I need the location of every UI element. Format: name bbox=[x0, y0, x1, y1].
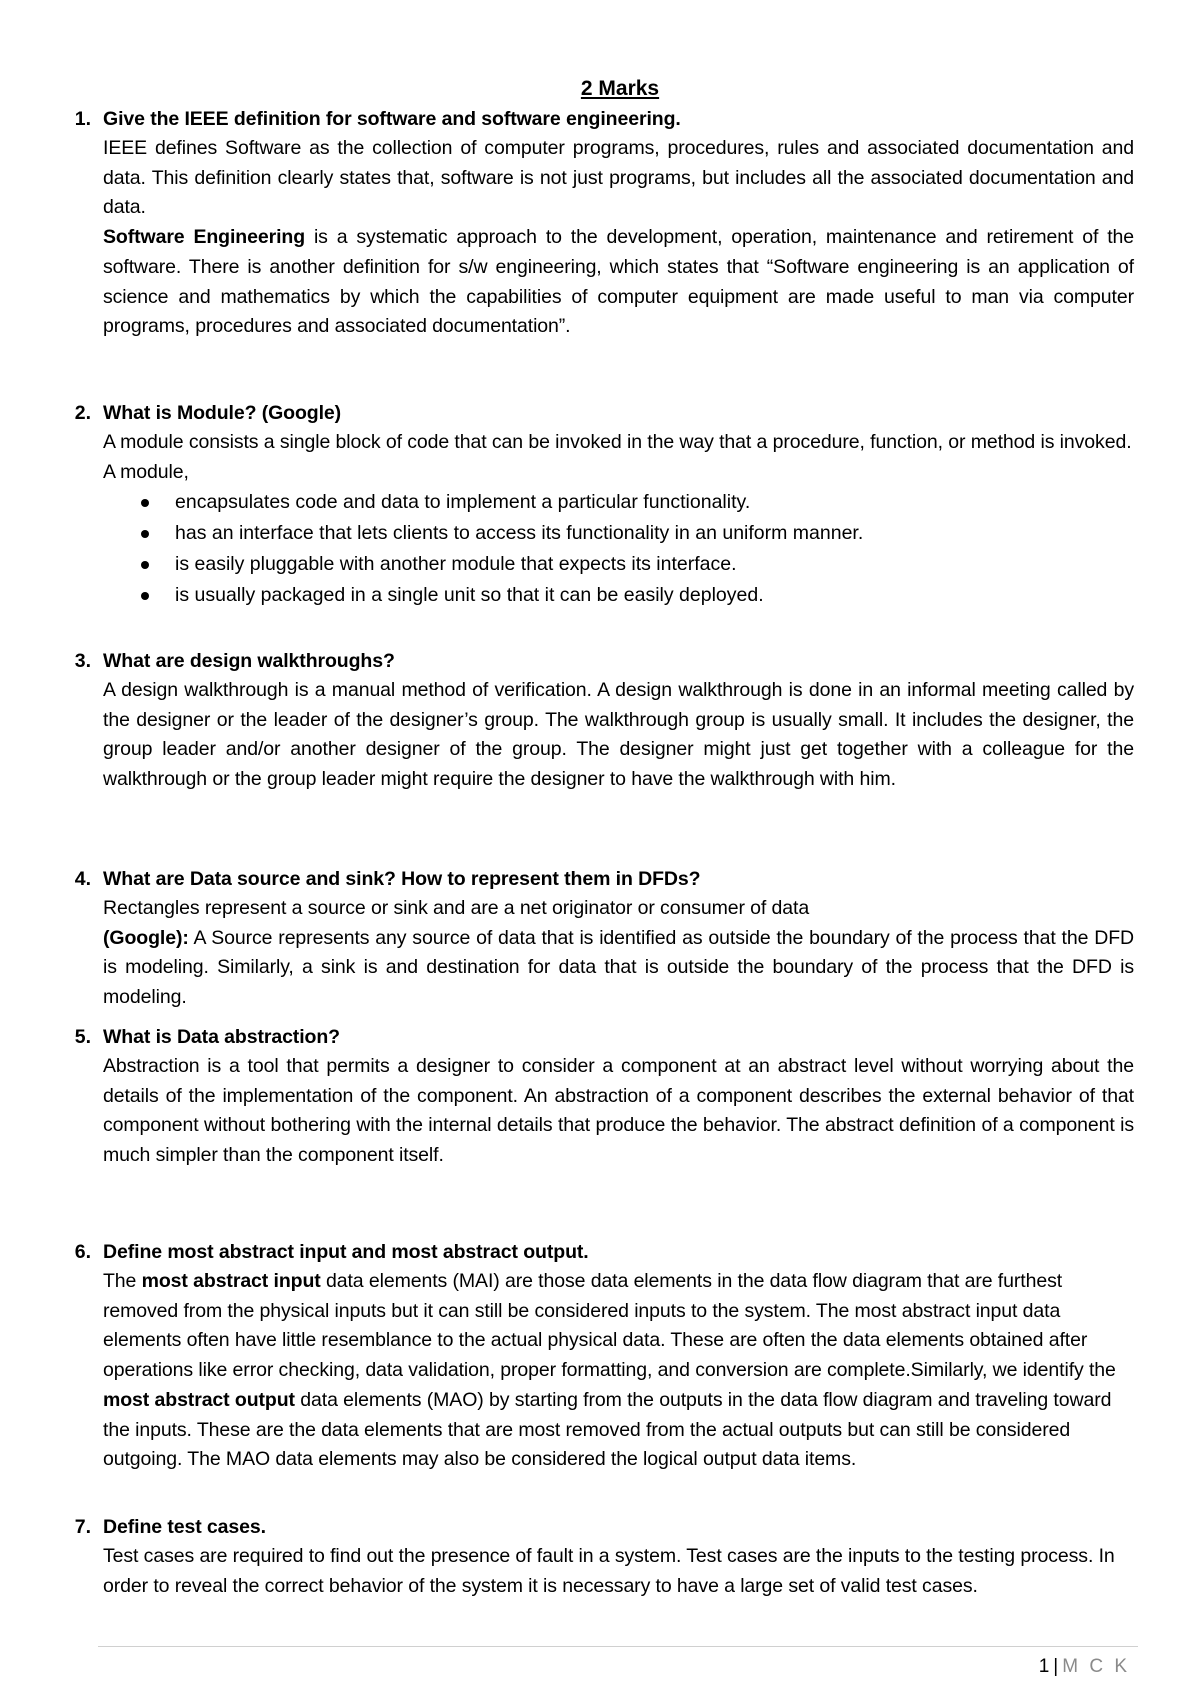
answer-paragraph: Test cases are required to find out the presence of fault in a system. Test cases are the inputs to the testing process. In order to reveal the correct behavior of the system it is necessary to have a large set of valid test cases. bbox=[103, 1545, 1115, 1597]
bullet-icon bbox=[141, 499, 149, 507]
answer-text: The bbox=[103, 1270, 142, 1292]
question-title: Define test cases. bbox=[103, 1516, 266, 1538]
question-item bbox=[0, 1022, 1134, 1171]
author-initials: M C K bbox=[1062, 1656, 1130, 1677]
answer-text: data elements (MAO) by starting from the outputs in the data flow diagram and traveling toward the inputs. These are the data elements that are most removed from the actual outputs but can still be considered outgoing. The MAO data elements may also be considered the logical output data items. bbox=[103, 1388, 1112, 1471]
answer-paragraph bbox=[103, 223, 1134, 342]
footer-separator: | bbox=[1053, 1656, 1059, 1677]
list-item bbox=[103, 487, 1134, 518]
answer-paragraph bbox=[103, 1267, 1134, 1475]
answer-paragraph: Rectangles represent a source or sink and are a net originator or consumer of data bbox=[103, 897, 810, 919]
answer-text: data elements (MAI) are those data elements in the data flow diagram that are furthest removed from the physical inputs but it can still be considered inputs to the system. The most abstract input data elements often have little resemblance to the actual physical data. These are often the data elements obtained after operations like error checking, data validation, proper formatting, and conversion are complete.Similarly, we identify the bbox=[103, 1270, 1116, 1382]
question-number: 7. bbox=[74, 1516, 91, 1538]
bullet-icon bbox=[141, 561, 149, 569]
list-item bbox=[103, 580, 1134, 611]
answer-text: A Source represents any source of data that is identified as outside the boundary of the process that the DFD is modeling. Similarly, a sink is and destination for data that is outside the boundary of the process that the DFD is modeling. bbox=[103, 926, 1134, 1009]
question-number: 2. bbox=[74, 402, 91, 424]
question-item bbox=[0, 1237, 1134, 1475]
page-footer bbox=[1039, 1655, 1130, 1679]
question-number: 6. bbox=[74, 1241, 91, 1263]
question-title: What is Data abstraction? bbox=[103, 1026, 340, 1048]
question-number: 4. bbox=[74, 868, 91, 890]
question-item bbox=[0, 646, 1134, 795]
list-item bbox=[103, 518, 1134, 549]
answer-paragraph: Abstraction is a tool that permits a designer to consider a component at an abstract level without worrying about the details of the implementation of the component. An abstraction of a component describes the external behavior of that component without bothering with the internal details that produce the behavior. The abstract definition of a component is much simpler than the component itself. bbox=[103, 1055, 1134, 1167]
question-title: Define most abstract input and most abstract output. bbox=[103, 1241, 589, 1263]
question-number: 3. bbox=[74, 650, 91, 672]
answer-paragraph bbox=[103, 924, 1134, 1013]
bullet-icon bbox=[141, 592, 149, 600]
list-item-text: has an interface that lets clients to access its functionality in an uniform manner. bbox=[175, 522, 864, 545]
page-title: 2 Marks bbox=[580, 77, 660, 100]
bold-term: most abstract output bbox=[103, 1388, 295, 1411]
question-title: What are design walkthroughs? bbox=[103, 650, 395, 672]
answer-paragraph: A design walkthrough is a manual method of verification. A design walkthrough is done in an informal meeting called by the designer or the leader of the designer’s group. The walkthrough group is usually small. It includes the designer, the group leader and/or another designer of the group. The designer might just get together with a colleague for the walkthrough or the group leader might require the designer to have the walkthrough with him. bbox=[103, 679, 1134, 791]
question-number: 1. bbox=[74, 108, 91, 130]
list-item-text: encapsulates code and data to implement a particular functionality. bbox=[175, 491, 751, 514]
answer-paragraph: A module consists a single block of code that can be invoked in the way that a procedure, function, or method is invoked. A module, bbox=[103, 431, 1132, 483]
answer-text: is a systematic approach to the development, operation, maintenance and retirement of the software. There is another definition for s/w engineering, which states that “Software engineering is an application of science and mathematics by which the capabilities of computer equipment are made useful to man via computer programs, procedures and associated documentation”. bbox=[103, 226, 1135, 338]
bold-term: Software Engineering bbox=[103, 226, 306, 249]
question-item bbox=[0, 1512, 1134, 1601]
question-item bbox=[0, 864, 1134, 1013]
answer-paragraph: IEEE defines Software as the collection of computer programs, procedures, rules and associated documentation and data. This definition clearly states that, software is not just programs, but includes all the associated documentation and data. bbox=[103, 137, 1134, 219]
question-title: Give the IEEE definition for software and software engineering. bbox=[103, 108, 681, 130]
page-number: 1 bbox=[1038, 1656, 1050, 1677]
question-title: What is Module? (Google) bbox=[103, 402, 342, 424]
bold-term: most abstract input bbox=[141, 1270, 321, 1292]
bullet-icon bbox=[141, 530, 149, 538]
list-item bbox=[103, 549, 1134, 580]
question-title: What are Data source and sink? How to represent them in DFDs? bbox=[103, 868, 701, 890]
footer-divider bbox=[98, 1646, 1138, 1647]
list-item-text: is usually packaged in a single unit so that it can be easily deployed. bbox=[175, 584, 764, 607]
list-item-text: is easily pluggable with another module that expects its interface. bbox=[175, 553, 737, 576]
question-item bbox=[0, 398, 1134, 611]
question-number: 5. bbox=[74, 1026, 91, 1048]
bullet-list bbox=[103, 487, 1134, 611]
question-item bbox=[0, 104, 1134, 342]
bold-term: (Google): bbox=[103, 926, 189, 949]
